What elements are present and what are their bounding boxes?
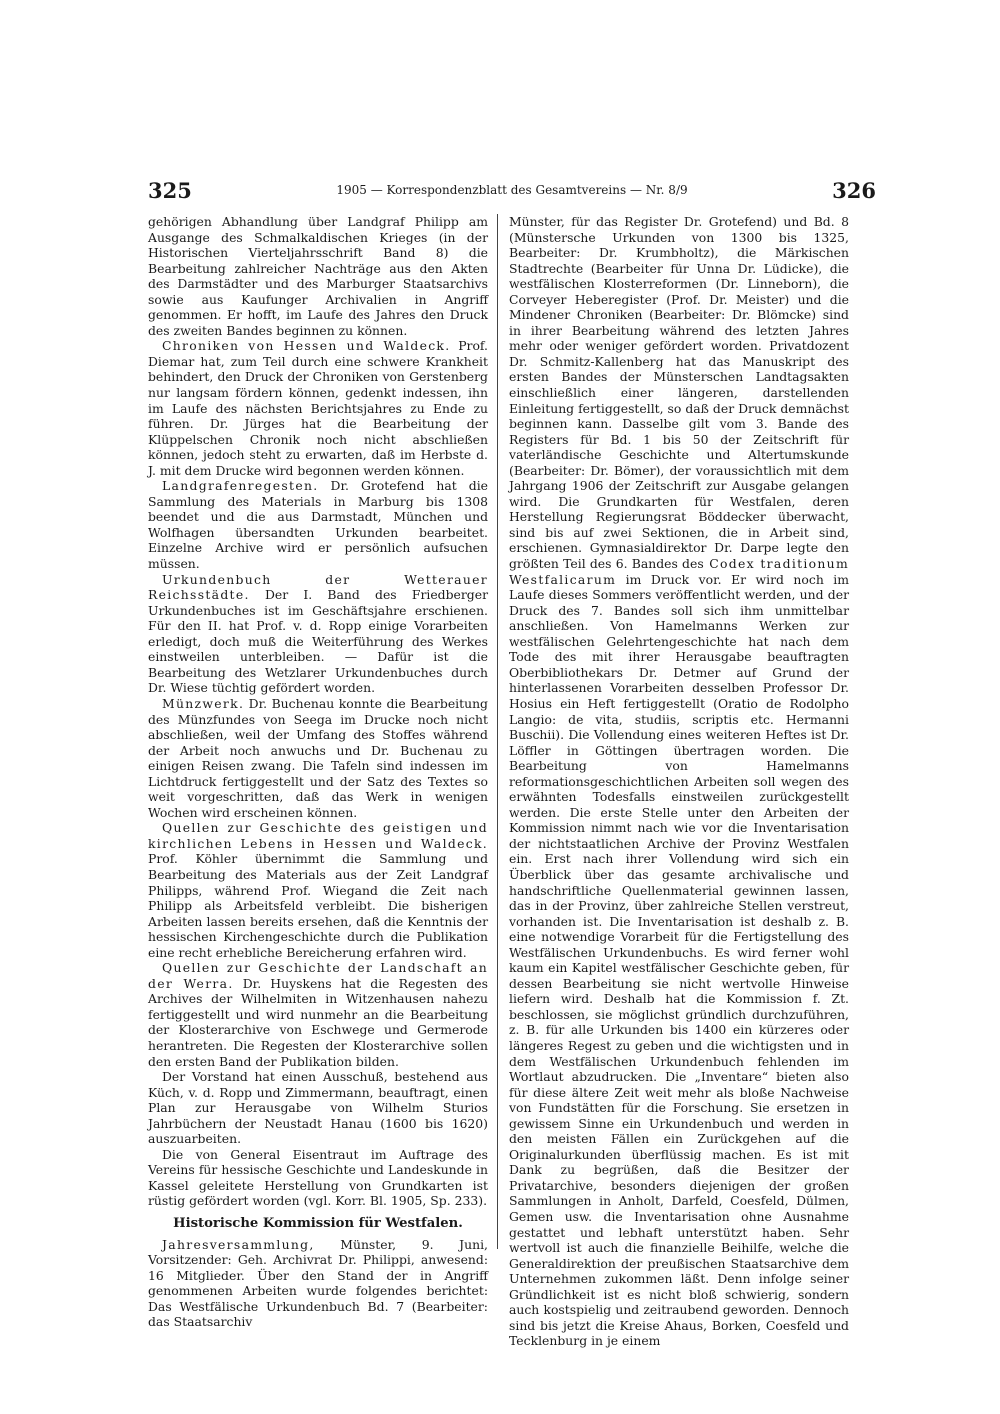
paragraph-grundkarten: Die von General Eisentraut im Auftrage des Vereins für hessische Geschichte und Landeskunde in Kassel geleitete Herstellung von Grundkarten ist rüstig gefördert worden (vgl. Korr. Bl. 1905, Sp. 233). — [148, 1146, 488, 1209]
page-number-left: 325 — [148, 178, 192, 203]
paragraph-jahresversammlung — [148, 1237, 488, 1330]
entry-heading: Chroniken von Hessen und Waldeck. — [162, 338, 451, 354]
entry-heading: Quellen zur Geschichte der Landschaft an der Werra. — [148, 960, 488, 991]
entry-body: Prof. Köhler übernimmt die Sammlung und Bearbeitung des Materials aus der Zeit Landgraf Philipps, während Prof. Wiegand die Zeit nach Philipp als Arbeitsfeld verbleibt. Die bisherigen Arbeiten lassen bereits ersehen, daß die Kenntnis der hessischen Kirchengeschichte durch die Publikation eine recht erhebliche Bereicherung erfahren wird. — [148, 851, 488, 960]
entry-heading: Urkundenbuch der Wetterauer Reichsstädte. — [148, 571, 488, 603]
paragraph-quellen-kirchlich — [148, 820, 488, 960]
report-text: Die Vollendung eines weiteren Heftes ist Dr. Löffler in Göttingen übertragen worden. Die Bearbeitung von Hamelmanns reformationsgeschichtlichen Arbeiten soll wegen des erwähnten Todesfalls einstweilen zurückgestellt werden. Die erste Stelle unter den Arbeiten der Kommission nimmt nach wie vor die Inventarisation der nichtstaatlichen Archive der Provinz Westfalen ein. Erst nach ihrer Vollendung wird sich ein Überblick über das gesamte archivalische und handschriftliche Quellenmaterial gewinnen lassen, das in der Provinz, über zahlreiche Stellen verstreut, vorhanden ist. Die Inventarisation ist deshalb z. B. eine notwendige Vorarbeit für die Fertigstellung des Westfälischen Urkundenbuchs. Es wird ferner wohl kaum ein Kapitel westfälischer Geschichte geben, für dessen Bearbeitung sie nicht wertvolle Hinweise liefern wird. Deshalb hat die Kommission f. Zt. beschlossen, sie möglichst gründlich durchzuführen, z. B. für alle Urkunden bis 1400 ein kürzeres oder längeres Regest zu geben und die wichtigsten und in dem Westfälischen Urkundenbuch fehlenden im Wortlaut abzudrucken. Die „Inventare“ bieten also für diese ältere Zeit weit mehr als bloße Nachweise von Fundstätten für die Forschung. Sie ersetzen in gewissem Sinne ein Urkundenbuch und werden in den meisten Fällen ein Zurückgehen auf die Originalurkunden überflüssig machen. Es ist mit Dank zu begrüßen, daß die Besitzer der Privatarchive, besonders diejenigen der großen Sammlungen in Anholt, Darfeld, Coesfeld, Dülmen, Gemen usw. die Inventarisation ohne Ausnahme gestattet und lebhaft unterstützt haben. Sehr wertvoll ist auch die finanzielle Beihilfe, welche die Generaldirektion der preußischen Staatsarchive dem Unternehmen zukommen läßt. Denn infolge seiner Gründlichkeit ist es nicht bloß schwierig, sondern auch kostspielig und zeitraubend geworden. Dennoch sind bis jetzt die Kreise Ahaus, Borken, Coesfeld und Tecklenburg in je einem — [509, 727, 849, 1349]
entry-heading: Landgrafenregesten. — [162, 478, 319, 494]
paragraph-quellen-werra — [148, 960, 488, 1069]
paragraph-continuation: gehörigen Abhandlung über Landgraf Philipp am Ausgange des Schmalkaldischen Krieges (in der Historischen Vierteljahrsschrift Band 8) die Bearbeitung zahlreicher Nachträge aus den Akten des Darmstädter und des Marburger Staatsarchivs sowie aus Kaufunger Archivalien in Angriff genommen. Er hofft, im Laufe des Jahres den Druck des zweiten Bandes beginnen zu können. — [148, 214, 488, 338]
column-divider — [497, 214, 498, 1249]
paragraph-muenzwerk — [148, 696, 488, 820]
entry-body: Münster, 9. Juni, Vorsitzender: Geh. Archivrat Dr. Philippi, anwesend: 16 Mitglieder. Über den Stand der in Angriff genommenen Arbeiten wurde folgendes berichtet: Das Westfälische Urkundenbuch Bd. 7 (Bearbeiter: das Staatsarchiv — [148, 1236, 488, 1330]
paragraph-urkundenbuch-wetterau — [148, 572, 488, 696]
right-column — [509, 214, 849, 1349]
oratio-title: (Oratio de Rodolpho Langio: de vita, studiis, scriptis etc. Hermanni Buschii). — [509, 695, 849, 743]
paragraph-landgrafenregesten — [148, 478, 488, 571]
page-header — [148, 178, 876, 202]
paragraph-westfalen-report — [509, 214, 849, 1349]
paragraph-chroniken — [148, 338, 488, 478]
report-text: Münster, für das Register Dr. Grotefend) und Bd. 8 (Münstersche Urkunden von 1300 bis 1325, Bearbeiter: Dr. Krumbholtz), die Märkischen Stadtrechte (Bearbeiter für Unna Dr. Lüdicke), die westfälischen Klosterreformen (Dr. Linneborn), die Corveyer Heberegister (Prof. Dr. Meister) und die Mindener Chroniken (Bearbeiter: Dr. Blömcke) sind in ihrer Bearbeitung während des letzten Jahres mehr oder weniger gefördert worden. Privatdozent Dr. Schmitz-Kallenberg hat das Manuskript des ersten Bandes der Münsterschen Landtagsakten einschließlich einer längeren, darstellenden Einleitung fertiggestellt, so daß der Druck demnächst beginnen kann. Dasselbe gilt vom 3. Bande des Registers für Bd. 1 bis 50 der Zeitschrift für vaterländische Geschichte und Altertumskunde (Bearbeiter: Dr. Bömer), der voraussichtlich mit dem Jahrgang 1906 der Zeitschrift zur Ausgabe gelangen wird. Die Grundkarten für Westfalen, deren Herstellung Regierungsrat Böddecker überwacht, sind bis auf zwei Sektionen, die in Arbeit sind, erschienen. Gymnasialdirektor Dr. Darpe legte den größten Teil des 6. Bandes des — [509, 214, 849, 572]
page-number-right: 326 — [832, 178, 876, 203]
entry-heading: Jahresversammlung, — [162, 1236, 315, 1252]
entry-body: Prof. Diemar hat, zum Teil durch eine schwere Krankheit behindert, den Druck der Chroniken von Gerstenberg nur langsam fördern können, gedenkt indessen, ihn im Laufe des nächsten Berichtsjahres zu Ende zu führen. Dr. Jürges hat die Bearbeitung der Klüppelschen Chronik noch nicht abschließen können, jedoch steht zu erwarten, daß im Herbste d. J. mit dem Drucke wird begonnen werden können. — [148, 338, 488, 478]
codex-title: Codex traditionum Westfalicarum — [509, 556, 850, 587]
entry-body: Dr. Buchenau konnte die Bearbeitung des Münzfundes von Seega im Drucke noch nicht abschließen, weil der Umfang des Stoffes während der Arbeit noch anwuchs und Dr. Buchenau zu einigen Reisen zwang. Die Tafeln sind indessen im Lichtdruck fertiggestellt und der Satz des Textes so weit vorgeschritten, daß das Werk in wenigen Wochen wird erscheinen können. — [148, 695, 488, 820]
paragraph-vorstand: Der Vorstand hat einen Ausschuß, bestehend aus Küch, v. d. Ropp und Zimmermann, beauftragt, einen Plan zur Herausgabe von Wilhelm Sturios Jahrbüchern der Neustadt Hanau (1600 bis 1620) auszuarbeiten. — [148, 1069, 488, 1147]
section-title: Historische Kommission für Westfalen. — [173, 1216, 463, 1231]
running-title: 1905 — Korrespondenzblatt des Gesamtvereins — Nr. 8/9 — [336, 183, 688, 197]
left-column — [148, 214, 488, 1330]
entry-heading: Münzwerk. — [162, 695, 245, 711]
entry-heading: Quellen zur Geschichte des geistigen und kirchlichen Lebens in Hessen und Waldeck. — [148, 820, 488, 851]
entry-body: Dr. Huyskens hat die Regesten des Archives der Wilhelmiten in Witzenhausen nahezu fertiggestellt und wird nunmehr an die Bearbeitung der Klosterarchive von Eschwege und Germerode herantreten. Die Regesten der Klosterarchive sollen den ersten Band der Publikation bilden. — [148, 975, 489, 1069]
entry-body: Dr. Grotefend hat die Sammlung des Materials in Marburg bis 1308 beendet und die aus Darmstadt, München und Wolfhagen übersandten Urkunden bearbeitet. Einzelne Archive wird er persönlich aufsuchen müssen. — [148, 478, 488, 572]
report-text: im Druck vor. Er wird noch im Laufe dieses Sommers veröffentlicht werden, und der Druck des 7. Bandes soll sich ihm unmittelbar anschließen. Von Hamelmanns Werken zur westfälischen Gelehrtengeschichte hat nach dem Tode des mit ihrer Herausgabe beauftragten Oberbibliothekars Dr. Detmer auf Grund der hinterlassenen Vorarbeiten desselben Professor Dr. Hosius ein Heft fertiggestellt — [509, 571, 849, 711]
entry-body: Der I. Band des Friedberger Urkundenbuches ist im Geschäftsjahre erschienen. Für den II. hat Prof. v. d. Ropp einige Vorarbeiten erledigt, doch muß die Weiterführung des Werkes einstweilen unterbleiben. — Dafür ist die Bearbeitung des Wetzlarer Urkundenbuches durch Dr. Wiese tüchtig gefördert worden. — [148, 587, 488, 696]
